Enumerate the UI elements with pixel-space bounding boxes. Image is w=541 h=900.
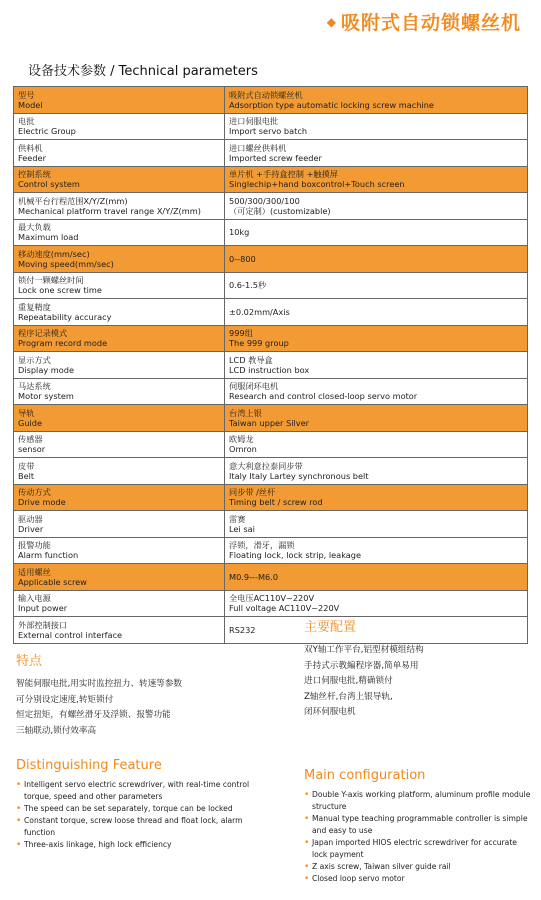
param-value-2: Italy Italy Lartey synchronous belt bbox=[229, 470, 369, 481]
param-key-en: Lock one screw time bbox=[18, 285, 102, 296]
param-value-1: 全电压AC110V~220V bbox=[229, 593, 315, 604]
features-zh-heading: 特点 bbox=[16, 654, 43, 669]
param-key-en: Electric Group bbox=[18, 126, 76, 137]
main-config-zh-line: 双Y轴工作平台,铝型材模组结构 bbox=[304, 645, 424, 655]
param-row bbox=[14, 113, 528, 140]
param-key-cell bbox=[14, 272, 225, 299]
param-key-en: Feeder bbox=[18, 152, 46, 163]
param-key-en: Mechanical platform travel range X/Y/Z(mm) bbox=[18, 205, 201, 216]
main-config-en-item: • Manual type teaching programmable controller is simple and easy to use bbox=[304, 813, 534, 837]
param-key-cell bbox=[14, 617, 225, 644]
features-en-item: • The speed can be set separately, torque can be locked bbox=[16, 803, 271, 815]
param-row bbox=[14, 272, 528, 299]
main-config-en-item: • Double Y-axis working platform, aluminum profile module structure bbox=[304, 789, 534, 813]
param-key-cell bbox=[14, 458, 225, 485]
features-en-heading: Distinguishing Feature bbox=[16, 758, 162, 773]
param-value-2: Full voltage AC110V~220V bbox=[229, 603, 340, 614]
param-row bbox=[14, 352, 528, 379]
param-key-en: Model bbox=[18, 99, 43, 110]
param-key-zh: 机械平台行程范围X/Y/Z(mm) bbox=[18, 195, 128, 206]
main-config-en-item: • Japan imported HIOS electric screwdriver for accurate lock payment bbox=[304, 837, 534, 861]
param-value-cell bbox=[225, 564, 528, 591]
param-key-en: Input power bbox=[18, 603, 68, 614]
param-row bbox=[14, 405, 528, 432]
param-row bbox=[14, 537, 528, 564]
param-value-cell bbox=[225, 140, 528, 167]
param-key-en: Alarm function bbox=[18, 550, 79, 561]
param-value-1: M0.9---M6.0 bbox=[229, 571, 279, 582]
features-en-item: • Intelligent servo electric screwdriver, with real-time control torque, speed and other parameters bbox=[16, 779, 271, 803]
param-key-cell bbox=[14, 564, 225, 591]
main-config-en bbox=[304, 768, 534, 885]
param-key-cell bbox=[14, 378, 225, 405]
param-value-cell bbox=[225, 246, 528, 273]
param-key-zh: 移动速度(mm/sec) bbox=[18, 248, 90, 259]
parameters-table bbox=[13, 86, 528, 644]
param-row bbox=[14, 564, 528, 591]
param-value-2: Omron bbox=[229, 444, 257, 455]
param-row bbox=[14, 246, 528, 273]
param-key-zh: 锁付一颗螺丝时间 bbox=[18, 275, 84, 286]
param-key-zh: 电批 bbox=[18, 116, 35, 127]
param-key-en: Maximum load bbox=[18, 232, 79, 243]
param-value-1: 吸附式自动锁螺丝机 bbox=[229, 89, 303, 100]
main-config-en-item: • Z axis screw, Taiwan silver guide rail bbox=[304, 861, 534, 873]
param-key-cell bbox=[14, 511, 225, 538]
param-value-cell bbox=[225, 219, 528, 246]
param-key-zh: 适用螺丝 bbox=[18, 566, 51, 577]
param-value-cell bbox=[225, 193, 528, 220]
param-key-zh: 最大负载 bbox=[18, 222, 51, 233]
param-key-zh: 供料机 bbox=[18, 142, 43, 153]
param-row bbox=[14, 140, 528, 167]
param-value-1: 999组 bbox=[229, 328, 253, 339]
param-value-cell bbox=[225, 352, 528, 379]
param-key-cell bbox=[14, 431, 225, 458]
param-key-cell bbox=[14, 325, 225, 352]
param-value-2: Singlechip+hand boxcontrol+Touch screen bbox=[229, 179, 405, 190]
main-config-zh-line: 进口伺服电批,精确锁付 bbox=[304, 676, 393, 686]
param-key-cell bbox=[14, 166, 225, 193]
param-key-cell bbox=[14, 352, 225, 379]
param-row bbox=[14, 87, 528, 114]
param-value-2: Imported screw feeder bbox=[229, 152, 322, 163]
param-value-cell bbox=[225, 511, 528, 538]
param-key-en: Display mode bbox=[18, 364, 75, 375]
param-key-cell bbox=[14, 193, 225, 220]
param-key-en: Motor system bbox=[18, 391, 74, 402]
param-key-cell bbox=[14, 590, 225, 617]
param-value-1: LCD 教导盒 bbox=[229, 354, 273, 365]
param-key-cell bbox=[14, 219, 225, 246]
param-row bbox=[14, 484, 528, 511]
param-value-cell bbox=[225, 325, 528, 352]
param-key-en: Belt bbox=[18, 470, 35, 481]
param-value-cell bbox=[225, 299, 528, 326]
param-key-en: sensor bbox=[18, 444, 46, 455]
features-zh-line: 恒定扭矩，有螺丝滑牙及浮锁、报警功能 bbox=[16, 710, 171, 720]
param-key-cell bbox=[14, 484, 225, 511]
param-value-1: 浮锁，滑牙，漏锁 bbox=[229, 540, 295, 551]
features-en bbox=[16, 758, 271, 851]
param-value-1: 同步带 /丝杆 bbox=[229, 487, 276, 498]
page-title bbox=[327, 8, 521, 35]
main-config-en-item: • Closed loop servo motor bbox=[304, 873, 534, 885]
param-key-cell bbox=[14, 113, 225, 140]
param-value-2: （可定制）(customizable) bbox=[229, 205, 331, 216]
param-value-cell bbox=[225, 405, 528, 432]
param-value-2: Import servo batch bbox=[229, 126, 308, 137]
param-value-1: 0--800 bbox=[229, 253, 256, 264]
param-key-zh: 输入电源 bbox=[18, 593, 51, 604]
param-value-1: 欧姆龙 bbox=[229, 434, 254, 445]
param-key-zh: 皮带 bbox=[18, 460, 35, 471]
param-value-1: 500/300/300/100 bbox=[229, 195, 300, 206]
param-value-cell bbox=[225, 537, 528, 564]
param-key-zh: 驱动器 bbox=[18, 513, 43, 524]
param-key-zh: 控制系统 bbox=[18, 169, 51, 180]
param-row bbox=[14, 378, 528, 405]
param-row bbox=[14, 166, 528, 193]
param-row bbox=[14, 219, 528, 246]
param-value-2: Research and control closed-loop servo motor bbox=[229, 391, 418, 402]
main-config-zh-line: 手持式示教編程序器,简单易用 bbox=[304, 660, 419, 671]
param-value-2: Adsorption type automatic locking screw machine bbox=[229, 99, 434, 110]
param-value-cell bbox=[225, 431, 528, 458]
param-row bbox=[14, 325, 528, 352]
param-key-zh: 导轨 bbox=[18, 407, 35, 418]
param-value-1: 雷赛 bbox=[229, 513, 246, 524]
features-en-item: • Constant torque, screw loose thread and float lock, alarm function bbox=[16, 815, 271, 839]
param-key-zh: 外部控制接口 bbox=[18, 619, 68, 630]
param-key-zh: 型号 bbox=[18, 89, 35, 100]
param-value-cell bbox=[225, 590, 528, 617]
param-key-zh: 报警功能 bbox=[18, 540, 51, 551]
param-row bbox=[14, 431, 528, 458]
param-value-2: LCD instruction box bbox=[229, 364, 310, 375]
main-config-zh-heading: 主要配置 bbox=[304, 620, 357, 635]
param-key-cell bbox=[14, 87, 225, 114]
param-key-cell bbox=[14, 299, 225, 326]
param-key-en: External control interface bbox=[18, 629, 123, 640]
param-value-cell bbox=[225, 113, 528, 140]
param-key-cell bbox=[14, 405, 225, 432]
param-value-cell bbox=[225, 87, 528, 114]
param-key-en: Program record mode bbox=[18, 338, 108, 349]
param-value-cell bbox=[225, 378, 528, 405]
main-config-zh-line: Z轴丝杆,台湾上银导轨, bbox=[304, 691, 393, 702]
param-key-zh: 马达系统 bbox=[18, 381, 51, 392]
param-value-1: 台湾上银 bbox=[229, 407, 262, 418]
param-row bbox=[14, 458, 528, 485]
page-title-text: 吸附式自动锁螺丝机 bbox=[340, 12, 521, 34]
param-key-zh: 程序记录模式 bbox=[18, 328, 68, 339]
param-key-en: Control system bbox=[18, 179, 80, 190]
param-key-cell bbox=[14, 537, 225, 564]
diamond-bullet-icon: ◆ bbox=[326, 15, 337, 29]
features-zh-line: 可分别设定速度,转矩锁付 bbox=[16, 694, 114, 705]
param-value-1: 单片机 +手持盒控制 +触摸屏 bbox=[229, 169, 338, 180]
param-row bbox=[14, 193, 528, 220]
param-value-cell bbox=[225, 484, 528, 511]
param-key-zh: 传感器 bbox=[18, 434, 43, 445]
features-zh bbox=[16, 650, 266, 739]
param-key-en: Driver bbox=[18, 523, 44, 534]
param-key-cell bbox=[14, 140, 225, 167]
param-value-1: ±0.02mm/Axis bbox=[229, 306, 290, 317]
features-zh-line: 三轴联动,锁付效率高 bbox=[16, 725, 97, 736]
main-config-zh bbox=[304, 616, 534, 721]
param-key-en: Moving speed(mm/sec) bbox=[18, 258, 114, 269]
param-value-cell bbox=[225, 166, 528, 193]
param-key-en: Drive mode bbox=[18, 497, 66, 508]
features-en-item: • Three-axis linkage, high lock efficiency bbox=[16, 839, 271, 851]
param-value-1: 进口伺服电批 bbox=[229, 116, 279, 127]
param-value-1: 10kg bbox=[229, 227, 250, 238]
param-key-en: Repeatability accuracy bbox=[18, 311, 112, 322]
param-value-1: RS232 bbox=[229, 624, 256, 635]
param-key-cell bbox=[14, 246, 225, 273]
param-value-1: 进口螺丝供料机 bbox=[229, 142, 287, 153]
section-title: 设备技术参数 / Technical parameters bbox=[28, 64, 258, 79]
param-row bbox=[14, 590, 528, 617]
param-key-zh: 传动方式 bbox=[18, 487, 51, 498]
main-config-zh-line: 闭环伺服电机 bbox=[304, 707, 356, 717]
param-key-zh: 重复精度 bbox=[18, 301, 51, 312]
main-config-en-heading: Main configuration bbox=[304, 768, 426, 783]
param-row bbox=[14, 299, 528, 326]
param-value-1: 意大利意拉泰同步带 bbox=[229, 460, 303, 471]
param-value-cell bbox=[225, 272, 528, 299]
param-key-zh: 显示方式 bbox=[18, 354, 51, 365]
param-row bbox=[14, 511, 528, 538]
param-value-1: 0.6-1.5秒 bbox=[229, 280, 267, 291]
param-value-2: Lei sai bbox=[229, 523, 255, 534]
param-key-en: Guide bbox=[18, 417, 43, 428]
param-value-1: 伺服闭环电机 bbox=[229, 381, 279, 392]
features-zh-line: 智能伺服电批,用实时监控扭力、转速等参数 bbox=[16, 679, 183, 689]
param-value-cell bbox=[225, 458, 528, 485]
param-value-2: The 999 group bbox=[229, 338, 289, 349]
param-value-2: Taiwan upper Silver bbox=[229, 417, 310, 428]
param-value-2: Timing belt / screw rod bbox=[229, 497, 323, 508]
param-key-en: Applicable screw bbox=[18, 576, 87, 587]
param-value-2: Floating lock, lock strip, leakage bbox=[229, 550, 362, 561]
